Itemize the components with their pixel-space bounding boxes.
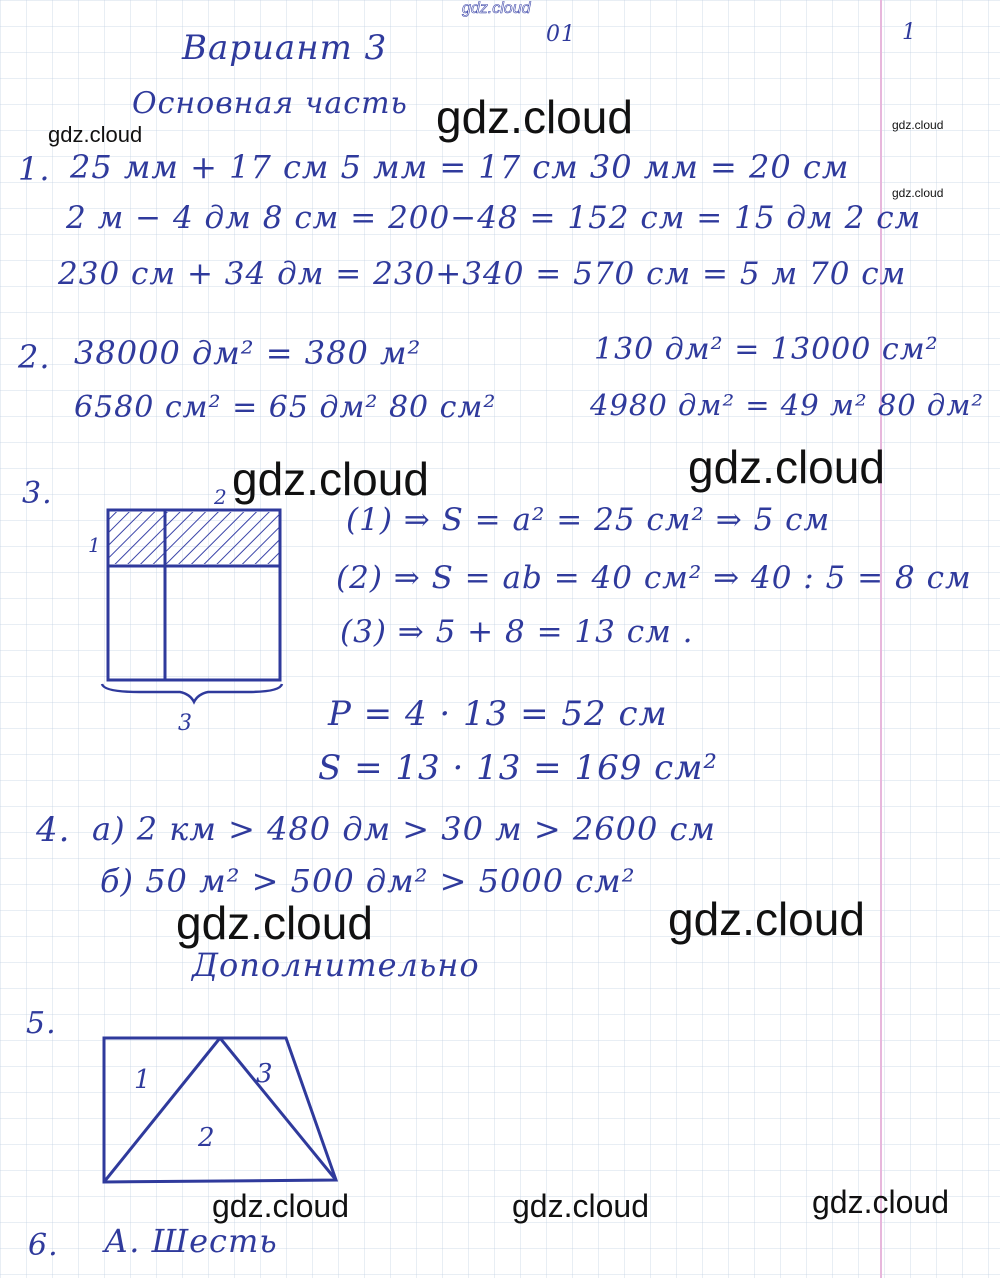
task3-label-2: 2 (214, 485, 227, 509)
watermark: gdz.cloud (668, 893, 865, 945)
task1-number: 1. (18, 150, 51, 188)
task3-number: 3. (22, 476, 53, 511)
task5-trapezoid-figure (96, 1030, 346, 1190)
task1-line-1: 25 мм + 17 см 5 мм = 17 см 30 мм = 20 см (70, 148, 850, 186)
task2-left-2: 6580 см² = 65 дм² 80 см² (74, 390, 497, 425)
section-main-title: Основная часть (132, 86, 408, 121)
watermark: gdz.cloud (232, 453, 429, 505)
task3-line-3: (3) ⇒ 5 + 8 = 13 см . (340, 614, 694, 650)
task1-line-3: 230 см + 34 дм = 230+340 = 570 см = 5 м 70 см (58, 256, 907, 292)
task3-line-1: (1) ⇒ S = a² = 25 см² ⇒ 5 см (346, 502, 831, 538)
variant-title: Вариант 3 (182, 28, 388, 68)
watermark: gdz.cloud (436, 91, 633, 143)
task6-answer: А. Шесть (104, 1222, 278, 1260)
task3-label-1: 1 (88, 533, 101, 557)
watermark: gdz.cloud (688, 441, 885, 493)
task2-right-2: 4980 дм² = 49 м² 80 дм² (590, 388, 984, 422)
task3-label-3: 3 (178, 711, 192, 736)
task1-line-2: 2 м − 4 дм 8 см = 200−48 = 152 см = 15 дм 2 см (66, 200, 922, 236)
task4-number: 4. (36, 810, 71, 850)
task6-number: 6. (28, 1228, 59, 1263)
task5-number: 5. (26, 1006, 57, 1041)
section-extra-title: Дополнительно (192, 946, 480, 984)
task3-hatched-top-right (165, 512, 279, 564)
corner-mark-right: 1 (902, 20, 917, 45)
task4-part-a: а) 2 км > 480 дм > 30 м > 2600 см (92, 810, 716, 848)
watermark: gdz.cloud (892, 118, 944, 132)
task3-perimeter: P = 4 · 13 = 52 см (328, 694, 668, 734)
watermark: gdz.cloud (892, 186, 944, 200)
task3-area: S = 13 · 13 = 169 см² (318, 748, 719, 788)
watermark: gdz.cloud (48, 122, 143, 147)
task5-label-2: 2 (198, 1123, 215, 1153)
task3-bottom-brace (102, 684, 282, 702)
task4-part-b: б) 50 м² > 500 дм² > 5000 см² (100, 862, 636, 900)
task5-right-diagonal (220, 1038, 336, 1180)
margin-line (880, 0, 882, 1278)
watermark: gdz.cloud (176, 897, 373, 949)
task2-right-1: 130 дм² = 13000 см² (594, 332, 939, 367)
task2-left-1: 38000 дм² = 380 м² (74, 334, 422, 372)
watermark: gdz.cloud (812, 1184, 949, 1220)
watermark-top: gdz.cloud (462, 0, 531, 17)
task5-left-diagonal (104, 1038, 220, 1182)
task2-number: 2. (18, 338, 51, 376)
task3-hatched-top-left (108, 512, 165, 564)
watermark: gdz.cloud (212, 1188, 349, 1224)
task5-trapezoid-outline (104, 1038, 336, 1182)
watermark: gdz.cloud (512, 1188, 649, 1224)
corner-mark-left: 01 (546, 22, 576, 47)
task3-square-figure (80, 484, 300, 734)
task5-label-3: 3 (256, 1059, 273, 1089)
task3-line-2: (2) ⇒ S = ab = 40 см² ⇒ 40 : 5 = 8 см (336, 560, 972, 596)
task5-label-1: 1 (134, 1065, 151, 1095)
